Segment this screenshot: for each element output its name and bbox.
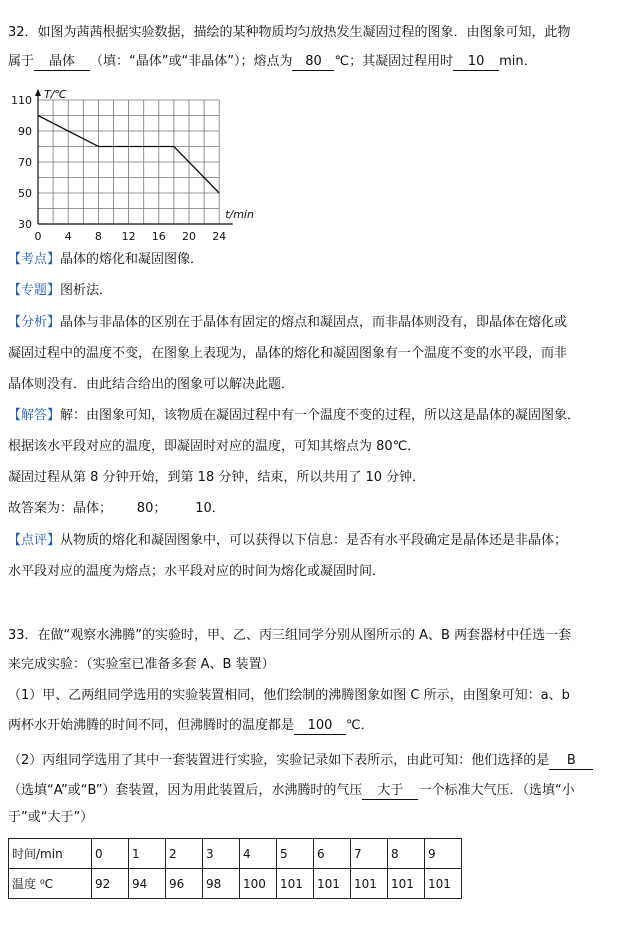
y-tick-label: 50 (18, 187, 32, 200)
chart-ticks (11, 94, 226, 243)
fenxi-text: 凝固过程中的温度不变，在图象上表现为，晶体的熔化和凝固图象有一个温度不变的水平段，而非 (8, 346, 568, 361)
table-header-temperature: 温度 ⁰C (9, 869, 92, 899)
q32-stem-line-2 (8, 52, 537, 72)
q32-answer-blank-2: 80 (292, 54, 334, 71)
table-header-time: 时间/min (9, 839, 92, 869)
kaodian-tag: 【考点】 (8, 252, 61, 267)
table-row-time (9, 839, 462, 869)
y-tick-label: 90 (18, 125, 32, 138)
y-tick-label: 70 (18, 156, 32, 169)
zhuanti-tag: 【专题】 (8, 283, 61, 298)
x-tick-label: 4 (64, 230, 72, 243)
zhuanti-text: 图析法． (60, 283, 113, 298)
boiling-data-table (8, 838, 462, 899)
q32-answer-blank-3: 10 (453, 54, 499, 71)
dianping-text: 水平段对应的温度为熔点；水平段对应的时间为熔化或凝固时间． (8, 564, 386, 579)
y-axis-arrow (35, 89, 41, 96)
x-tick-label: 16 (151, 230, 166, 243)
table-cell: 96 (166, 869, 203, 899)
x-tick-label: 0 (34, 230, 42, 243)
q32-text: （填：“晶体”或“非晶体”）；熔点为 (90, 54, 293, 69)
table-cell: 3 (203, 839, 240, 869)
jieda-tag: 【解答】 (8, 408, 61, 423)
jieda-text: 根据该水平段对应的温度，即凝固时对应的温度，可知其熔点为 80℃． (8, 439, 421, 454)
table-cell: 100 (240, 869, 277, 899)
q32-text: 属于 (8, 54, 35, 69)
chart-grid (38, 100, 219, 224)
jieda-text: 解：由图象可知，该物质在凝固过程中有一个温度不变的过程，所以这是晶体的凝固图象． (60, 408, 581, 423)
q33-stem-line-1 (8, 626, 571, 646)
y-axis-label: T/℃ (44, 88, 67, 101)
q33-part1-text: 两杯水开始沸腾的时间不同，但沸腾时的温度都是 (8, 718, 295, 733)
fenxi-line-3 (8, 375, 294, 395)
dianping-line-1 (8, 531, 567, 551)
x-tick-label: 12 (121, 230, 136, 243)
table-cell: 101 (388, 869, 425, 899)
table-cell: 101 (425, 869, 462, 899)
jieda-text: 凝固过程从第 8 分钟开始，到第 18 分钟，结束，所以共用了 10 分钟． (8, 470, 426, 485)
q33-part2-text: （选填“A”或“B”）套装置，因为用此装置后，水沸腾时的气压 (8, 783, 363, 798)
x-tick-label: 24 (212, 230, 227, 243)
q32-text: ℃；其凝固过程用时 (334, 54, 454, 69)
table-row-temperature (9, 869, 462, 899)
q32-text: min． (499, 54, 537, 69)
x-axis-label: t/min (225, 208, 254, 221)
dianping-tag: 【点评】 (8, 533, 61, 548)
table-cell: 1 (129, 839, 166, 869)
fenxi-tag: 【分析】 (8, 315, 61, 330)
fenxi-line-1 (8, 313, 567, 333)
table-cell: 7 (351, 839, 388, 869)
q33-part2-line-2 (8, 781, 575, 801)
table-cell: 98 (203, 869, 240, 899)
table-cell: 101 (314, 869, 351, 899)
cooling-curve-chart (0, 84, 270, 244)
q33-part2-text: 于”或“大于”） (8, 810, 94, 825)
q33-part2-text: （2）丙组同学选用了其中一套装置进行实验，实验记录如下表所示，由此可知：他们选择的是 (8, 753, 550, 768)
q33-part1-line-1 (8, 686, 570, 706)
y-tick-label: 30 (18, 218, 32, 231)
q33-answer-blank-100: 100 (294, 718, 346, 735)
dianping-text: 从物质的熔化和凝固图象中，可以获得以下信息：是否有水平段确定是晶体还是非晶体； (60, 533, 568, 548)
x-tick-label: 20 (182, 230, 196, 243)
jieda-line-2 (8, 437, 420, 457)
dianping-line-2 (8, 562, 385, 582)
fenxi-text: 晶体与非晶体的区别在于晶体有固定的熔点和凝固点，而非晶体则没有，即晶体在熔化或 (60, 315, 568, 330)
table-cell: 101 (277, 869, 314, 899)
fenxi-text: 晶体则没有．由此结合给出的图象可以解决此题． (8, 377, 295, 392)
q32-answer-blank-1: 晶体 (34, 54, 90, 71)
q33-stem-text: 来完成实验：（实验室已准备多套 A、B 装置） (8, 657, 275, 672)
q33-part2-line-1 (8, 751, 593, 771)
table-cell: 94 (129, 869, 166, 899)
chart-axes (35, 89, 233, 224)
kaodian-line (8, 250, 203, 270)
q33-answer-blank-b: B (549, 753, 593, 770)
q33-stem-text: 33．在做“观察水沸腾”的实验时，甲、乙、丙三组同学分别从图所示的 A、B 两套器材中任选一套 (8, 628, 572, 643)
q32-stem-text: 32．如图为茜茜根据实验数据，描绘的某种物质均匀放热发生凝固过程的图象．由图象可知，此物 (8, 25, 571, 40)
table-cell: 8 (388, 839, 425, 869)
fenxi-line-2 (8, 344, 567, 364)
table-cell: 2 (166, 839, 203, 869)
q33-part1-text: ℃． (346, 718, 374, 733)
q33-part1-text: （1）甲、乙两组同学选用的实验装置相同，他们绘制的沸腾图象如图 C 所示，由图象可知：a、b (8, 688, 570, 703)
q32-stem-line-1 (8, 23, 571, 43)
table-cell: 101 (351, 869, 388, 899)
table-cell: 6 (314, 839, 351, 869)
q33-part2-line-3 (8, 808, 93, 828)
table-cell: 9 (425, 839, 462, 869)
q33-stem-line-2 (8, 655, 275, 675)
table-cell: 5 (277, 839, 314, 869)
table-cell: 0 (92, 839, 129, 869)
q33-answer-blank-dayu: 大于 (362, 783, 418, 800)
jieda-line-3 (8, 468, 425, 488)
jieda-line-4 (8, 499, 225, 519)
q33-part2-text: 一个标准大气压．（选填“小 (418, 783, 575, 798)
y-tick-label: 110 (11, 94, 32, 107)
x-tick-label: 8 (94, 230, 102, 243)
kaodian-text: 晶体的熔化和凝固图像． (60, 252, 204, 267)
table-cell: 4 (240, 839, 277, 869)
jieda-line-1 (8, 406, 580, 426)
q33-part1-line-2 (8, 716, 374, 736)
zhuanti-line (8, 281, 112, 301)
table-cell: 92 (92, 869, 129, 899)
jieda-text: 故答案为：晶体； 80； 10． (8, 501, 225, 516)
